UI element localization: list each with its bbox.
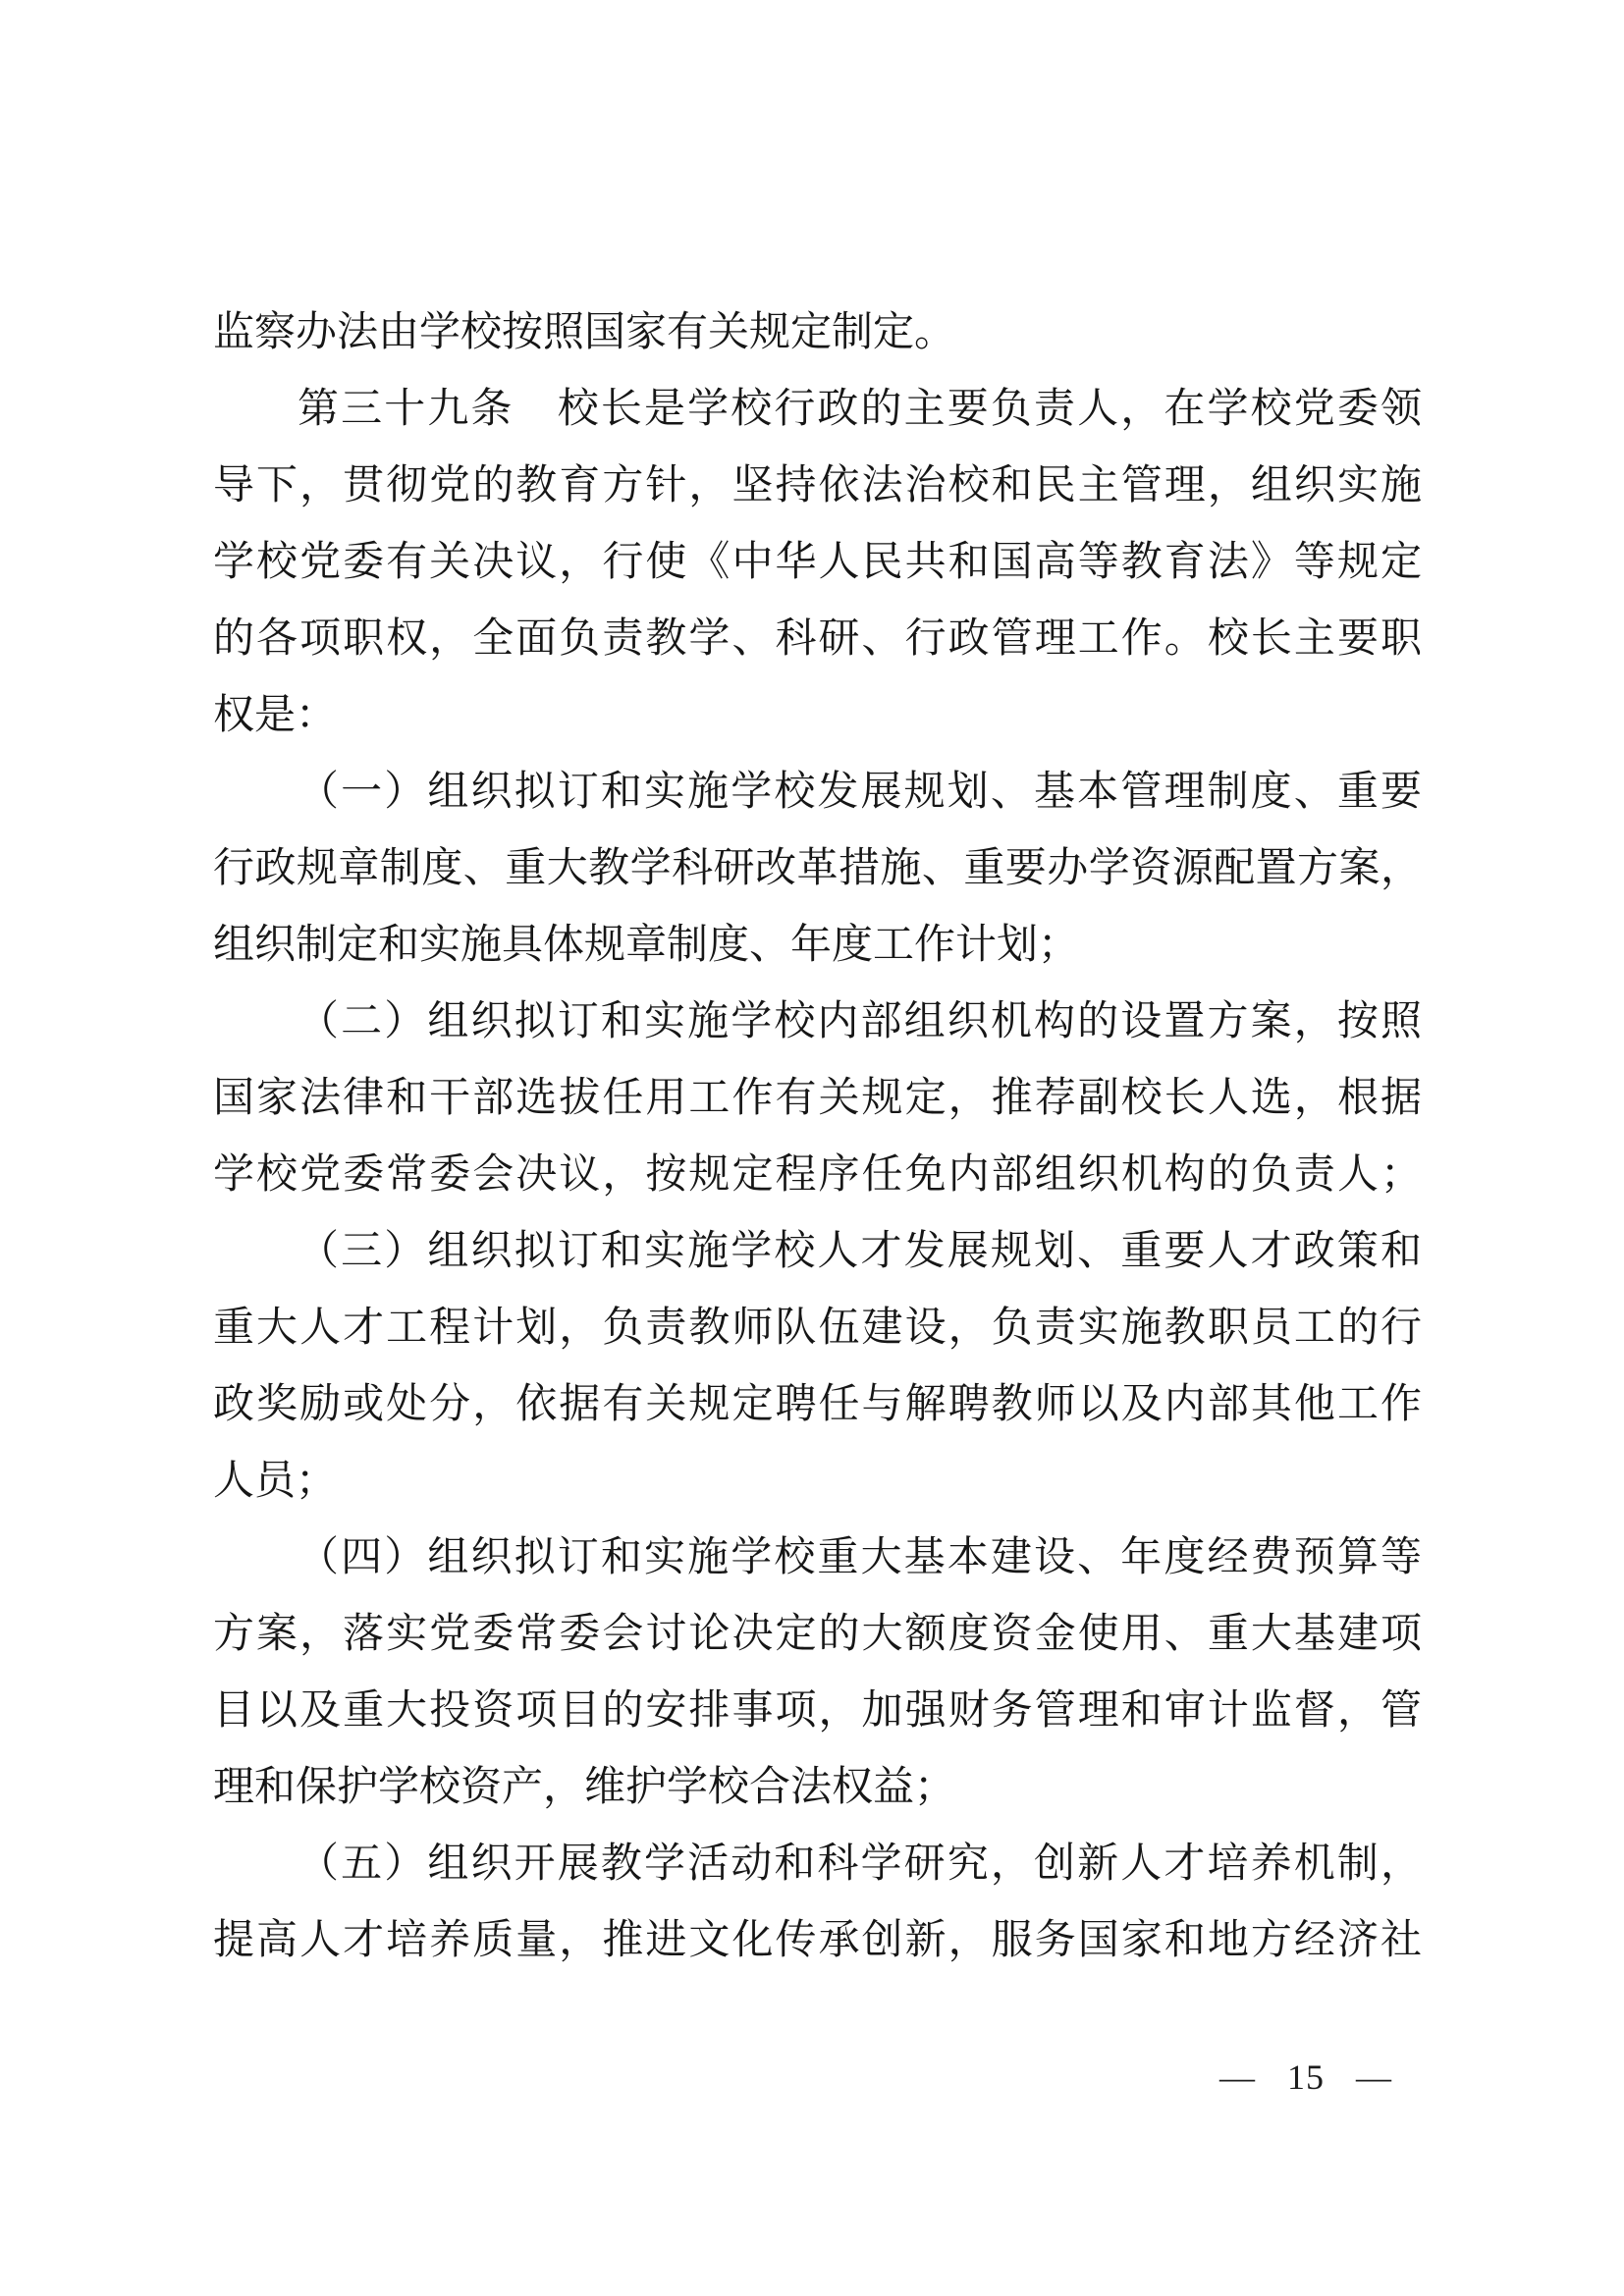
- text-line: 提高人才培养质量，推进文化传承创新，服务国家和地方经济社: [213, 1918, 1422, 1963]
- text-line: 理和保护学校资产，维护学校合法权益；: [213, 1765, 956, 1810]
- text-line: （一）组织拟订和实施学校发展规划、基本管理制度、重要: [298, 770, 1422, 815]
- text-line: 监察办法由学校按照国家有关规定制定。: [213, 310, 956, 355]
- text-line: 重大人才工程计划，负责教师队伍建设，负责实施教职员工的行: [213, 1306, 1422, 1351]
- text-line: （二）组织拟订和实施学校内部组织机构的设置方案，按照: [298, 999, 1422, 1044]
- page-number: — 15 —: [1219, 2057, 1392, 2097]
- text-line: 组织制定和实施具体规章制度、年度工作计划；: [213, 923, 1080, 968]
- text-line: 政奖励或处分，依据有关规定聘任与解聘教师以及内部其他工作: [213, 1382, 1422, 1427]
- text-line: （三）组织拟订和实施学校人才发展规划、重要人才政策和: [298, 1229, 1422, 1274]
- text-line: 行政规章制度、重大教学科研改革措施、重要办学资源配置方案，: [213, 846, 1422, 891]
- text-line: 方案，落实党委常委会讨论决定的大额度资金使用、重大基建项: [213, 1612, 1422, 1657]
- text-line: 的各项职权，全面负责教学、科研、行政管理工作。校长主要职: [213, 616, 1422, 662]
- text-line: 学校党委常委会决议，按规定程序任免内部组织机构的负责人；: [213, 1152, 1422, 1198]
- text-line: 国家法律和干部选拔任用工作有关规定，推荐副校长人选，根据: [213, 1076, 1422, 1121]
- text-line: （五）组织开展教学活动和科学研究，创新人才培养机制，: [298, 1842, 1422, 1887]
- text-line: 导下，贯彻党的教育方针，坚持依法治校和民主管理，组织实施: [213, 463, 1422, 508]
- text-line: 人员；: [213, 1459, 338, 1504]
- text-line: 权是：: [213, 693, 338, 738]
- text-line: 学校党委有关决议，行使《中华人民共和国高等教育法》等规定: [213, 540, 1422, 585]
- text-line: 第三十九条 校长是学校行政的主要负责人，在学校党委领: [298, 387, 1422, 432]
- document-body: [213, 294, 1422, 1979]
- text-line: 目以及重大投资项目的安排事项，加强财务管理和审计监督，管: [213, 1688, 1422, 1734]
- text-line: （四）组织拟订和实施学校重大基本建设、年度经费预算等: [298, 1535, 1422, 1580]
